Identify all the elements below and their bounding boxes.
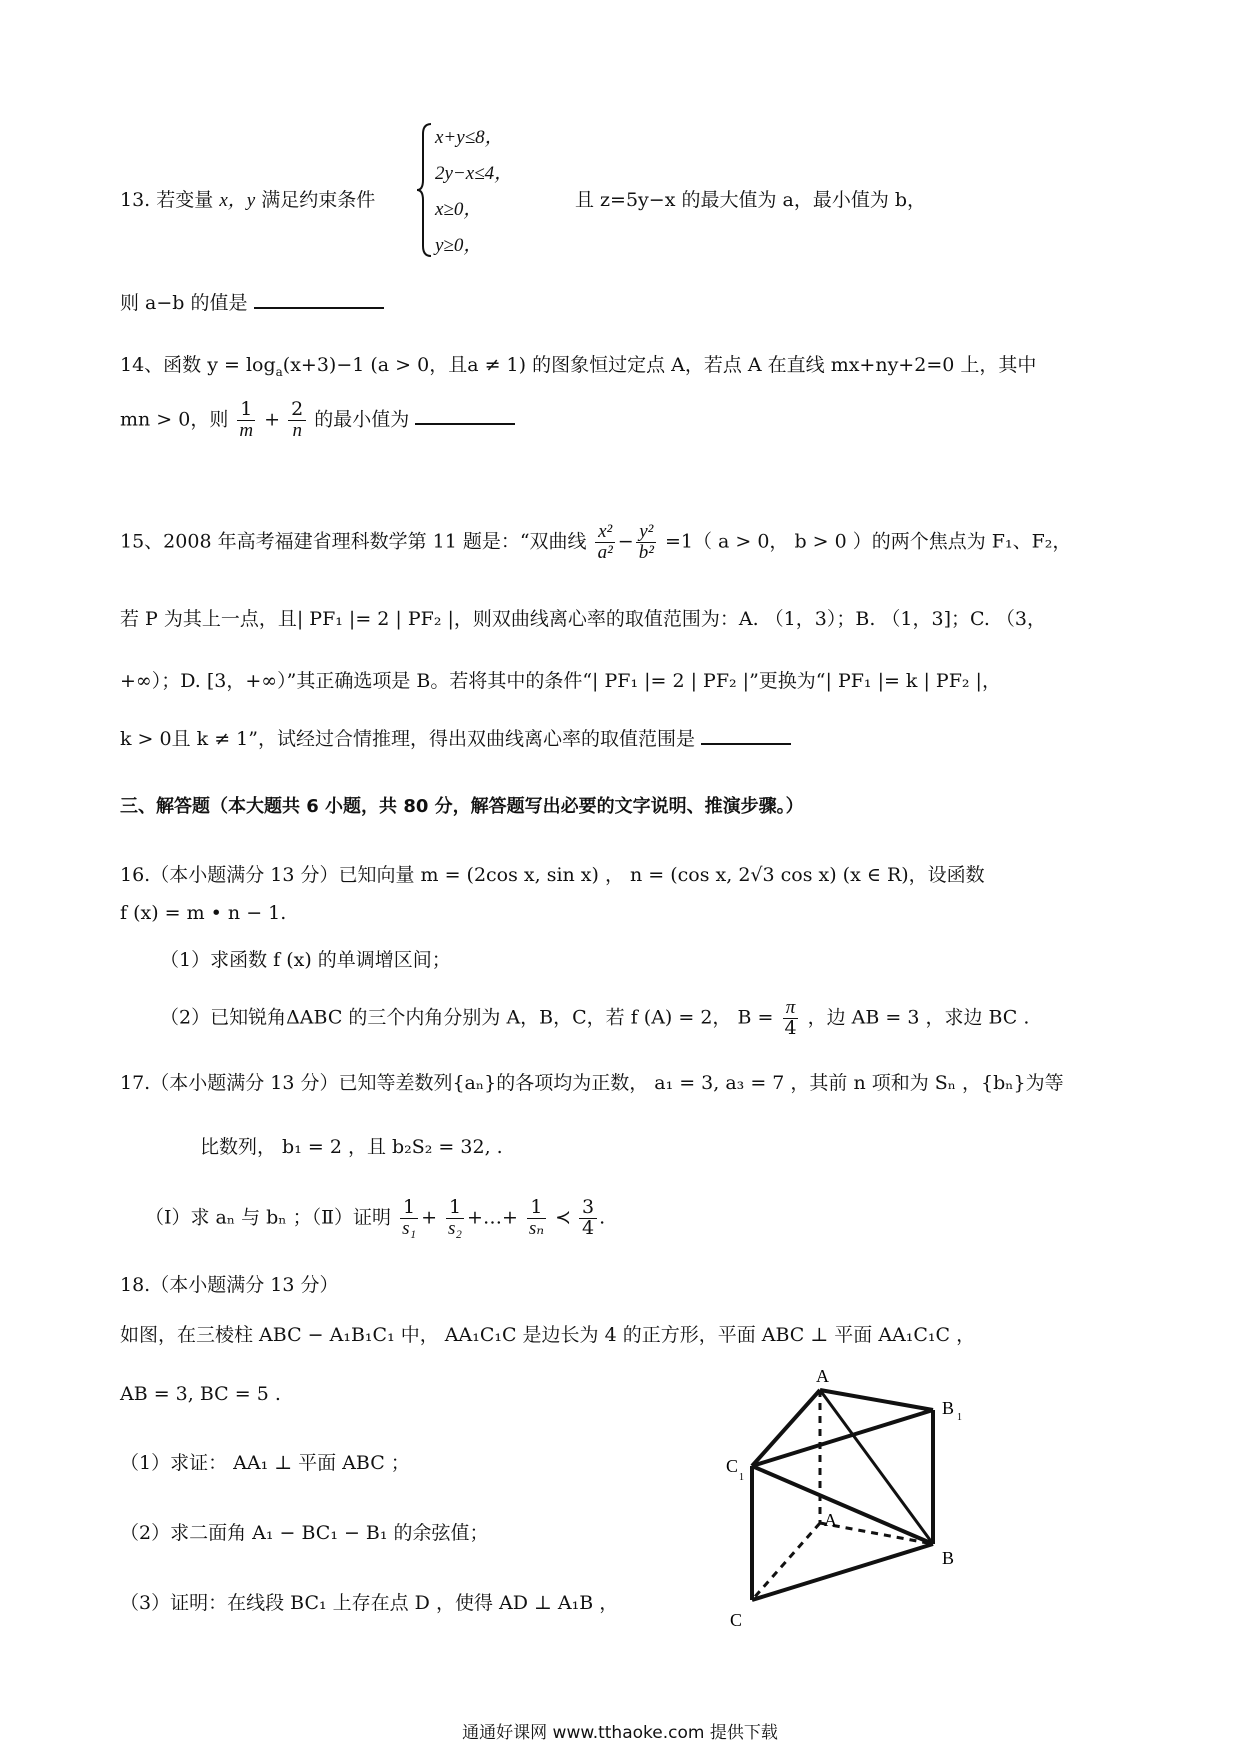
fraction-1-over-s2 [445,1198,465,1239]
left-brace-icon [415,120,433,260]
q14-line2-a: mn > 0，则 [120,408,229,431]
frac-num: x² [595,522,615,543]
answer-blank[interactable] [415,405,515,425]
frac-den: s₂ [448,1217,463,1239]
triangular-prism-diagram [720,1368,980,1638]
frac-num: y² [636,522,656,543]
fraction-1-over-s1 [399,1198,419,1239]
frac-den: 4 [784,1016,797,1039]
constraint-system [415,120,555,270]
label-c1-sub: 1 [739,1472,744,1483]
frac-num: 1 [237,400,255,421]
answer-blank[interactable] [254,289,384,309]
minus-sign: − [617,530,634,553]
q18-part2: （2）求二面角 A₁ − BC₁ − B₁ 的余弦值； [120,1522,489,1544]
frac-den: a² [597,541,613,563]
q14-text-b: (x+3)−1 (a > 0，且a ≠ 1) 的图象恒过定点 A，若点 A 在直线 mx+ny+2=0 上，其中 [282,354,1037,376]
q15-line1-b: =1（ a > 0， b > 0 ）的两个焦点为 F₁、F₂， [664,530,1072,553]
q13-cond: 满足约束条件 [261,189,376,211]
section-3-heading: 三、解答题（本大题共 6 小题，共 80 分，解答题写出必要的文字说明、推演步骤。） [120,796,804,817]
frac-num: 1 [446,1198,464,1219]
frac-den: s₁ [402,1217,417,1239]
prism-figure [720,1368,980,1643]
q13-suffix: 且 z=5y−x 的最大值为 a，最小值为 b， [575,189,927,211]
q14-line2-b: 的最小值为 [314,408,410,431]
q17-line2: 比数列， b₁ = 2 ，且 b₂S₂ = 32, . [200,1136,503,1158]
q16-line1: 16.（本小题满分 13 分）已知向量 m = (2cos x, sin x) ， n = (cos x, 2√3 cos x) (x ∈ R)，设函数 [120,864,985,886]
label-b1-sub: 1 [957,1412,962,1423]
q15-line3: +∞）；D. [3，+∞）”其正确选项是 B。若将其中的条件“| PF₁ |= 2 | PF₂ |”更换为“| PF₁ |= k | PF₂ |， [120,670,1001,692]
label-a1: A [816,1368,829,1386]
q13-line2 [120,288,384,315]
q16-line2: f (x) = m • n − 1. [120,902,287,924]
label-b1: B [942,1398,955,1418]
answer-blank[interactable] [701,725,791,745]
label-c: C [730,1610,743,1630]
frac-num: π [783,998,799,1019]
frac-num: 2 [288,400,306,421]
q14-text-a: 14、函数 y = log [120,354,276,376]
edge-c-b [752,1544,933,1600]
q15-line4 [120,724,791,751]
q18-part1: （1）求证： AA₁ ⊥ 平面 ABC ； [120,1452,410,1474]
q14-line2 [120,400,515,441]
frac-num: 1 [527,1198,545,1219]
fraction-pi-over-4 [781,998,799,1039]
frac-den: b² [638,541,654,563]
constraint-4: y≥0， [435,235,483,256]
q13-number: 13. [120,189,151,211]
fraction-1-over-m [236,400,256,441]
frac-den: 4 [582,1216,595,1239]
q18-line1: 如图，在三棱柱 ABC − A₁B₁C₁ 中， AA₁C₁C 是边长为 4 的正方形，平面 ABC ⊥ 平面 AA₁C₁C ， [120,1324,976,1346]
q17-line3-a: （Ⅰ）求 aₙ 与 bₙ ；（Ⅱ）证明 [145,1206,392,1229]
constraint-1: x+y≤8， [435,127,504,148]
q18-title: 18.（本小题满分 13 分） [120,1274,339,1296]
sum-dots: +…+ [467,1206,518,1229]
fraction-1-over-sn [526,1198,547,1239]
q18-part3: （3）证明：在线段 BC₁ 上存在点 D ，使得 AD ⊥ A₁B ， [120,1592,619,1614]
q14-line1 [120,350,1036,379]
q15-line1 [120,522,1071,563]
constraint-3: x≥0， [435,199,483,220]
q13-prefix: 若变量 [156,189,214,211]
q13-vars: x，y [219,190,256,211]
q14-log-base: a [275,364,283,379]
fraction-3-over-4 [579,1198,597,1239]
prec-sign: ≺ [555,1206,571,1229]
label-a: A [824,1510,837,1530]
q17-line1: 17.（本小题满分 13 分）已知等差数列{aₙ}的各项均为正数， a₁ = 3, a₃ = 7 ，其前 n 项和为 Sₙ ，{bₙ}为等 [120,1072,1064,1094]
plus-sign: + [264,408,281,431]
fraction-2-over-n [288,400,306,441]
q16-part1: （1）求函数 f (x) 的单调增区间； [160,949,451,971]
q13-line1 [120,185,375,212]
frac-den: n [292,419,302,441]
frac-den: m [239,419,254,441]
label-c1: C [726,1456,739,1476]
q16-part2 [160,998,1029,1039]
q15-line4-text: k > 0且 k ≠ 1”，试经过合情推理，得出双曲线离心率的取值范围是 [120,728,695,750]
q16-part2-a: （2）已知锐角ΔABC 的三个内角分别为 A，B，C，若 f (A) = 2， B = [160,1006,774,1029]
label-b: B [942,1548,955,1568]
q15-line2: 若 P 为其上一点，且| PF₁ |= 2 | PF₂ |，则双曲线离心率的取值范围为：A. （1，3）；B. （1，3]；C. （3， [120,608,1047,630]
fraction-y2-b2 [636,522,657,563]
edge-a1-b1 [820,1390,933,1410]
frac-num: 1 [400,1198,418,1219]
fraction-x2-a2 [595,522,616,563]
q15-line1-a: 15、2008 年高考福建省理科数学第 11 题是：“双曲线 [120,530,587,553]
q17-line3: （Ⅰ）求 aₙ 与 bₙ ；（Ⅱ）证明 $\frac{1}{\text{s₁}}$ + $\frac{1}{\text{s₂}}$ +…+ $\frac{1}{\text{sₙ}}$ ≺ $\frac{3}{4}$ . [145,1196,606,1239]
frac-den: sₙ [528,1217,545,1239]
constraint-2: 2y−x≤4， [435,163,514,184]
frac-num: 3 [579,1198,597,1219]
period: . [599,1206,606,1229]
page-footer: 通通好课网 www.tthaoke.com 提供下载 [462,1723,778,1743]
q16-part2-b: ，边 AB = 3 ，求边 BC . [807,1006,1030,1029]
q13-line2-text: 则 a−b 的值是 [120,292,248,314]
q18-line2: AB = 3, BC = 5 . [120,1383,281,1405]
